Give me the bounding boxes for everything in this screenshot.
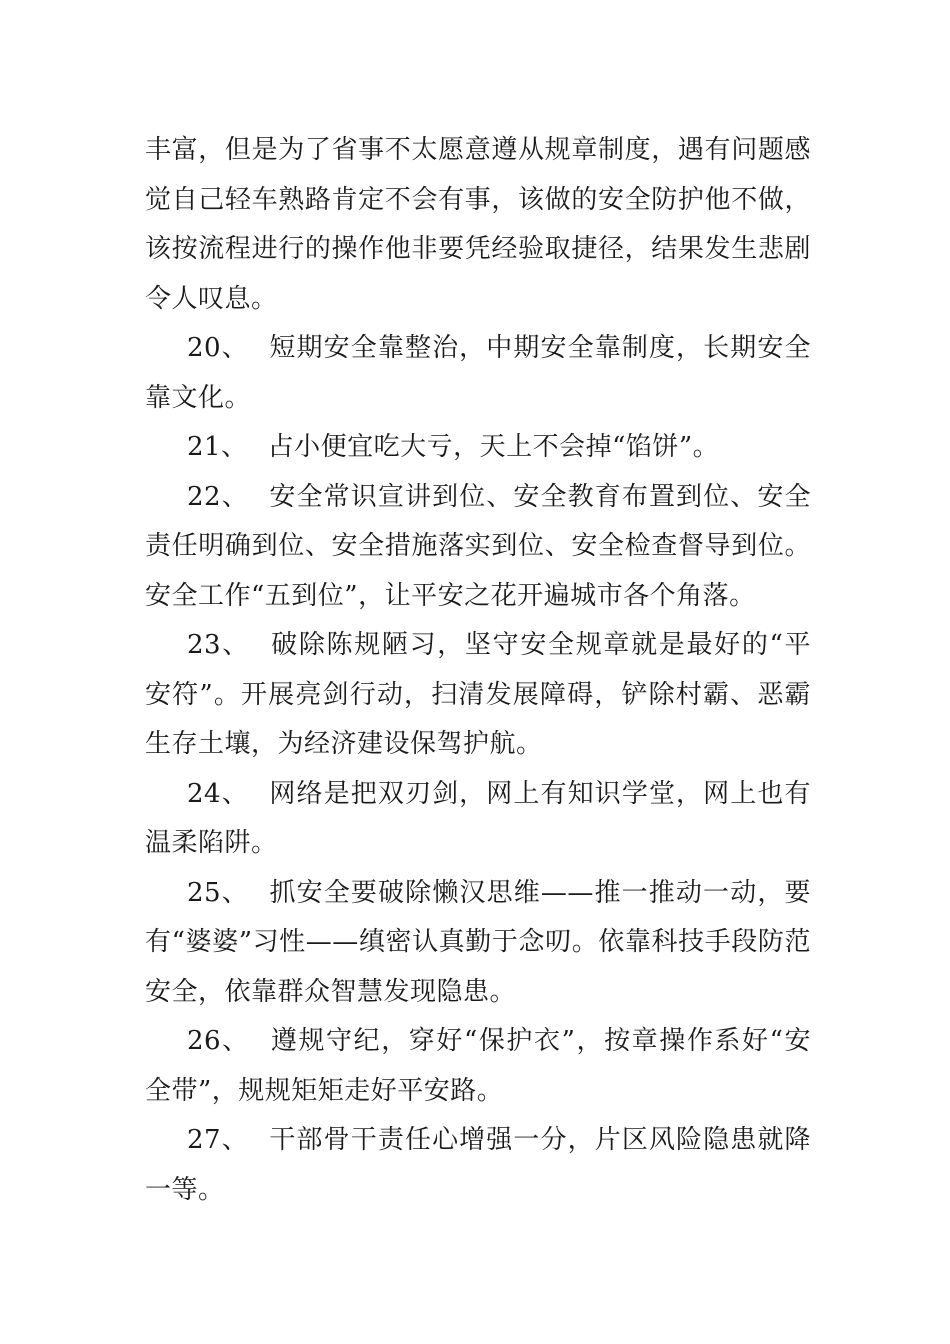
item-text: 遵规守纪，穿好“保护衣”，按章操作系好“安全带”，规规矩矩走好平安路。: [145, 1026, 811, 1106]
item-text: 占小便宜吃大亏，天上不会掉“馅饼”。: [267, 432, 720, 462]
list-item-26: [145, 1017, 811, 1116]
list-item-21: [145, 423, 811, 473]
item-text: 短期安全靠整治，中期安全靠制度，长期安全靠文化。: [145, 333, 811, 413]
item-text: 网络是把双刃剑，网上有知识学堂，网上也有温柔陷阱。: [145, 778, 811, 858]
list-item-27: [145, 1116, 811, 1215]
list-item-20: [145, 324, 811, 423]
item-number: 20、: [187, 333, 249, 363]
item-number: 26、: [187, 1026, 250, 1056]
list-item-23: [145, 621, 811, 770]
item-number: 25、: [187, 877, 249, 908]
document-body: [145, 126, 811, 1215]
item-number: 21、: [187, 432, 248, 462]
item-number: 24、: [187, 778, 249, 809]
item-text: 抓安全要破除懒汉思维——推一推动一动，要有“婆婆”习性——缜密认真勤于念叨。依靠科技手段防范安全，依靠群众智慧发现隐患。: [145, 877, 811, 1007]
continuation-paragraph: 丰富，但是为了省事不太愿意遵从规章制度，遇有问题感觉自己轻车熟路肯定不会有事，该做的安全防护他不做，该按流程进行的操作他非要凭经验取捷径，结果发生悲剧令人叹息。: [145, 135, 811, 314]
list-item-25: [145, 869, 811, 1018]
item-text: 破除陈规陋习，坚守安全规章就是最好的“平安符”。开展亮剑行动，扫清发展障碍，铲除村霸、恶霸生存土壤，为经济建设保驾护航。: [145, 630, 811, 759]
item-number: 22、: [187, 481, 249, 512]
item-number: 27、: [187, 1125, 249, 1155]
item-text: 干部骨干责任心增强一分，片区风险隐患就降一等。: [145, 1125, 811, 1205]
list-item-22: [145, 473, 811, 622]
item-text: 安全常识宣讲到位、安全教育布置到位、安全责任明确到位、安全措施落实到位、安全检查督导到位。安全工作“五到位”，让平安之花开遍城市各个角落。: [145, 481, 811, 611]
item-number: 23、: [187, 630, 250, 660]
list-item-24: [145, 770, 811, 869]
